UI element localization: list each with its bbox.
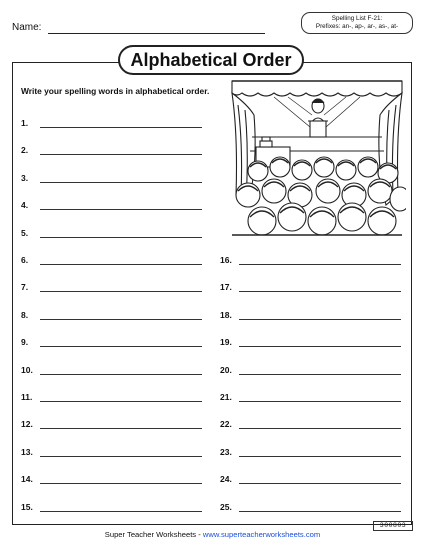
answer-line: [21, 447, 206, 461]
answer-line: [21, 365, 206, 379]
answer-line: [21, 419, 206, 433]
line-number: 20.: [220, 364, 232, 375]
answer-blank[interactable]: [239, 264, 401, 265]
page-title: Alphabetical Order: [118, 45, 304, 75]
answer-line: [21, 145, 206, 159]
spelling-list-label: Spelling List F-21:: [331, 15, 383, 22]
answer-blank[interactable]: [40, 264, 202, 265]
answer-line: [21, 337, 206, 351]
line-number: 22.: [220, 419, 232, 430]
name-row: [12, 22, 272, 38]
footer-url[interactable]: www.superteacherworksheets.com: [202, 530, 321, 539]
answer-blank[interactable]: [40, 401, 202, 402]
answer-line: [220, 310, 405, 324]
answer-blank[interactable]: [40, 428, 202, 429]
answer-line: [21, 392, 206, 406]
answer-line: [21, 118, 206, 132]
answer-blank[interactable]: [239, 483, 401, 484]
answer-blank[interactable]: [40, 346, 202, 347]
answer-blank[interactable]: [40, 511, 202, 512]
answer-blank[interactable]: [239, 319, 401, 320]
answer-blank[interactable]: [40, 154, 202, 155]
line-number: 18.: [220, 309, 232, 320]
answer-blank[interactable]: [40, 483, 202, 484]
answer-line: [21, 310, 206, 324]
line-number: 9.: [21, 337, 29, 348]
line-number: 10.: [21, 364, 33, 375]
worksheet-code: 300803: [373, 521, 413, 531]
line-number: 24.: [220, 474, 232, 485]
answer-blank[interactable]: [40, 209, 202, 210]
answer-blank[interactable]: [40, 182, 202, 183]
line-number: 11.: [21, 392, 33, 402]
answer-blank[interactable]: [40, 319, 202, 320]
line-number: 15.: [21, 501, 33, 512]
line-number: 19.: [220, 337, 232, 348]
answer-blank[interactable]: [239, 428, 401, 429]
answer-line: [21, 173, 206, 187]
answer-line: [21, 200, 206, 214]
line-number: 16.: [220, 255, 232, 265]
answer-line: [220, 337, 405, 351]
answer-line: [21, 474, 206, 488]
answer-blank[interactable]: [40, 237, 202, 238]
line-number: 17.: [220, 282, 232, 293]
line-number: 2.: [21, 145, 29, 156]
answer-line: [220, 282, 405, 296]
answer-line: [21, 282, 206, 296]
answer-blank[interactable]: [40, 291, 202, 292]
line-number: 8.: [21, 309, 29, 320]
answer-blank[interactable]: [239, 346, 401, 347]
answer-line: [220, 255, 405, 269]
instructions: Write your spelling words in alphabetical order.: [21, 86, 210, 96]
line-number: 4.: [21, 200, 29, 211]
answer-line: [21, 502, 206, 516]
spelling-list-badge: [301, 12, 413, 34]
answer-line: [220, 474, 405, 488]
stage-audience-illustration: [228, 75, 406, 237]
line-number: 21.: [220, 392, 232, 402]
name-line[interactable]: [48, 33, 265, 34]
answer-blank[interactable]: [239, 374, 401, 375]
line-number: 1.: [21, 118, 29, 128]
answer-line: [220, 502, 405, 516]
answer-blank[interactable]: [239, 291, 401, 292]
answer-blank[interactable]: [239, 456, 401, 457]
footer: [0, 530, 425, 539]
answer-blank[interactable]: [239, 401, 401, 402]
line-number: 13.: [21, 446, 33, 457]
line-number: 6.: [21, 255, 29, 265]
line-number: 12.: [21, 419, 33, 430]
line-number: 25.: [220, 501, 232, 512]
answer-line: [220, 419, 405, 433]
answer-line: [220, 365, 405, 379]
name-label: Name:: [12, 22, 42, 33]
line-number: 5.: [21, 227, 29, 238]
answer-blank[interactable]: [239, 511, 401, 512]
line-number: 7.: [21, 282, 29, 293]
line-number: 23.: [220, 446, 232, 457]
footer-separator: -: [196, 530, 203, 539]
answer-line: [220, 447, 405, 461]
line-number: 14.: [21, 474, 33, 485]
answer-line: [21, 228, 206, 242]
answer-line: [220, 392, 405, 406]
answer-blank[interactable]: [40, 374, 202, 375]
answer-blank[interactable]: [40, 127, 202, 128]
footer-brand: Super Teacher Worksheets: [104, 530, 197, 539]
prefixes-label: Prefixes: an-, ap-, ar-, as-, at-: [315, 23, 399, 30]
line-number: 3.: [21, 172, 29, 183]
answer-blank[interactable]: [40, 456, 202, 457]
answer-line: [21, 255, 206, 269]
